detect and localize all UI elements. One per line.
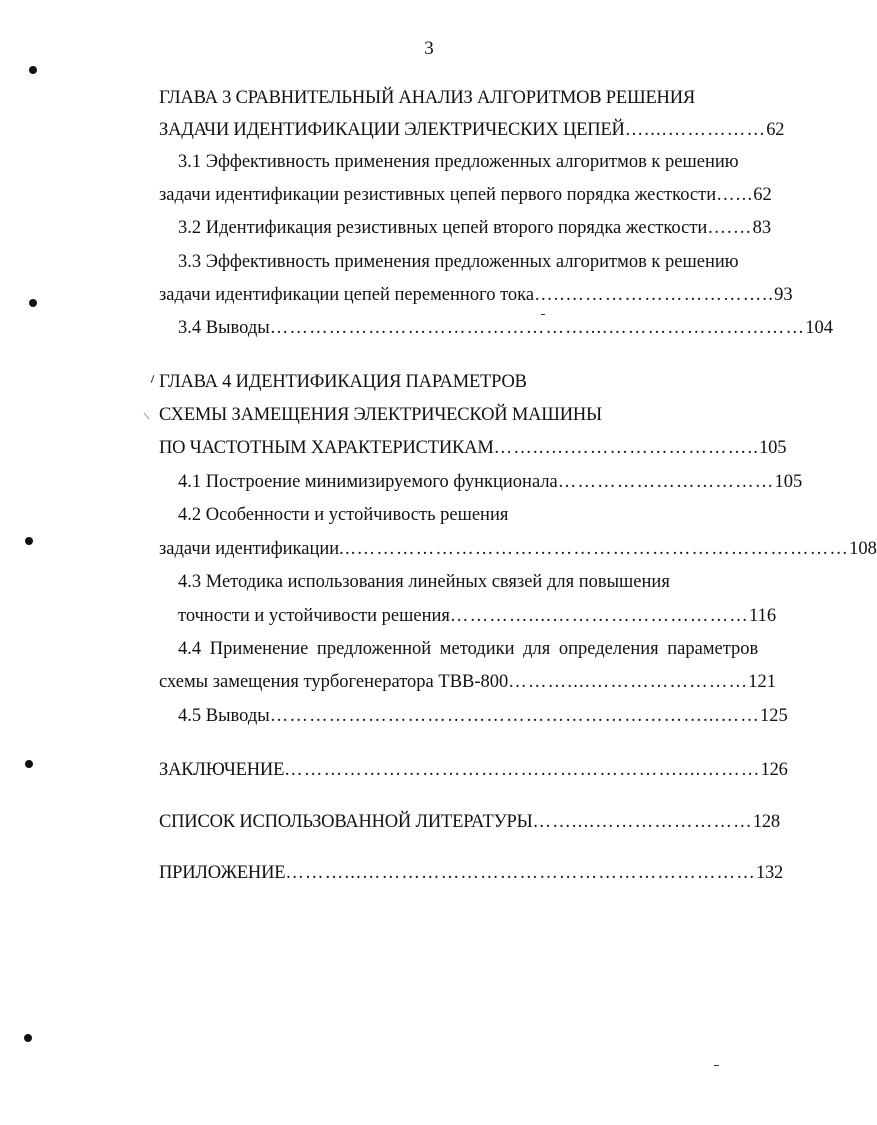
toc-entry-title: 4.3 Методика использования линейных связей для повышения (178, 572, 670, 592)
toc-entry-title: задачи идентификации (159, 539, 340, 559)
toc-entry-references[interactable] (159, 810, 780, 834)
toc-entry-title: задачи идентификации цепей переменного тока (159, 285, 535, 305)
toc-entry-title: точности и устойчивости решения (178, 606, 450, 626)
scan-speck (151, 375, 155, 383)
toc-entry-section-4-4-line2[interactable] (159, 670, 777, 694)
toc-leader-dots: ………....…………………………………………………… (284, 760, 761, 780)
toc-entry-section-3-4[interactable] (178, 316, 833, 340)
toc-page-number: 62 (766, 120, 785, 140)
toc-leader-dots: ….… (707, 218, 753, 238)
toc-leader-dots: ...… (716, 185, 754, 205)
toc-entry-chapter-3-line2[interactable] (159, 118, 785, 142)
scan-speck (714, 1065, 719, 1066)
toc-entry-title: 4.2 Особенности и устойчивость решения (178, 505, 509, 525)
toc-page-number: 105 (774, 472, 803, 492)
toc-leader-dots: ……………………....……… (508, 672, 749, 692)
toc-leader-dots: ……………....… (624, 120, 767, 140)
toc-entry-chapter-3-line1[interactable] (159, 86, 768, 110)
toc-leader-dots: ..…………………………..… (534, 285, 775, 305)
toc-entry-title: СХЕМЫ ЗАМЕЩЕНИЯ ЭЛЕКТРИЧЕСКОЙ МАШИНЫ (159, 405, 602, 425)
binder-hole-mark (25, 537, 33, 545)
toc-leader-dots: …………………………………………………………………... (339, 539, 850, 559)
toc-page-number: 128 (752, 812, 780, 832)
scan-speck (541, 314, 545, 315)
toc-entry-section-4-5[interactable] (178, 704, 788, 728)
toc-entry-title: ЗАКЛЮЧЕНИЕ (159, 760, 285, 780)
toc-entry-title: задачи идентификации резистивных цепей первого порядка жесткости (159, 185, 717, 205)
toc-leader-dots: ……………………………………………………...……… (285, 863, 756, 883)
toc-leader-dots: ..……………………….…..…… (493, 438, 760, 458)
toc-entry-section-3-3-line1[interactable] (178, 250, 768, 274)
toc-entry-title: ПРИЛОЖЕНИЕ (159, 863, 286, 883)
binder-hole-mark (29, 66, 37, 74)
toc-entry-section-4-2-line1[interactable] (178, 503, 768, 527)
toc-page-number: 105 (759, 438, 787, 458)
toc-leader-dots: …………………………....………… (449, 606, 750, 626)
scan-speck (144, 413, 150, 420)
toc-entry-title: СПИСОК ИСПОЛЬЗОВАННОЙ ЛИТЕРАТУРЫ (159, 812, 533, 832)
toc-entry-title: ЗАДАЧИ ИДЕНТИФИКАЦИИ ЭЛЕКТРИЧЕСКИХ ЦЕПЕЙ (159, 120, 625, 140)
toc-page-number: 62 (753, 185, 772, 205)
toc-entry-chapter-4-line1[interactable] (159, 370, 768, 394)
toc-leader-dots: ……...………………………………………………………… (269, 706, 760, 726)
toc-entry-section-3-3-line2[interactable] (159, 283, 793, 307)
toc-entry-chapter-4-line2[interactable] (159, 403, 768, 427)
toc-leader-dots: …………………………....………………………………………… (269, 318, 806, 338)
toc-entry-title: ГЛАВА 4 ИДЕНТИФИКАЦИЯ ПАРАМЕТРОВ (159, 372, 527, 392)
toc-entry-chapter-4-line3[interactable] (159, 436, 787, 460)
toc-entry-title: 4.4 Применение предложенной методики для определения параметров (178, 639, 759, 659)
toc-leader-dots: ……………………....…… (532, 812, 753, 832)
toc-page-number: 93 (774, 285, 793, 305)
toc-entry-title: 3.4 Выводы (178, 318, 270, 338)
page-number: 3 (424, 38, 434, 59)
toc-entry-title: 3.1 Эффективность применения предложенных алгоритмов к решению (178, 152, 739, 172)
toc-page-number: 132 (755, 863, 784, 883)
toc-entry-section-3-2[interactable] (178, 216, 772, 240)
toc-page-number: 83 (752, 218, 772, 238)
toc-page-number: 104 (805, 318, 833, 338)
toc-entry-section-4-4-line1[interactable] (178, 637, 768, 661)
toc-page-number: 116 (749, 606, 777, 626)
toc-entry-section-4-1[interactable] (178, 470, 803, 494)
toc-entry-section-4-3-line1[interactable] (178, 570, 768, 594)
toc-entry-appendix[interactable] (159, 861, 784, 885)
toc-entry-title: 3.3 Эффективность применения предложенных алгоритмов к решению (178, 252, 739, 272)
toc-page-number: 126 (760, 760, 788, 780)
binder-hole-mark (24, 1034, 32, 1042)
binder-hole-mark (29, 299, 37, 307)
toc-entry-conclusion[interactable] (159, 758, 788, 782)
toc-entry-title: схемы замещения турбогенератора ТВВ-800 (159, 672, 509, 692)
toc-page-number: 108 (849, 539, 877, 559)
toc-entry-title: 3.2 Идентификация резистивных цепей второго порядка жесткости (178, 218, 708, 238)
toc-entry-section-4-3-line2[interactable] (178, 604, 777, 628)
toc-entry-title: ГЛАВА 3 СРАВНИТЕЛЬНЫЙ АНАЛИЗ АЛГОРИТМОВ РЕШЕНИЯ (159, 88, 696, 108)
toc-entry-section-3-1-line1[interactable] (178, 150, 768, 174)
toc-page-number: 125 (759, 706, 788, 726)
toc-entry-title: 4.1 Построение минимизируемого функционала (178, 472, 558, 492)
toc-entry-title: ПО ЧАСТОТНЫМ ХАРАКТЕРИСТИКАМ (159, 438, 494, 458)
toc-entry-section-3-1-line2[interactable] (159, 183, 772, 207)
toc-entry-section-4-2-line2[interactable] (159, 537, 877, 561)
toc-leader-dots: …………………………… (557, 472, 775, 492)
toc-page-number: 121 (748, 672, 777, 692)
binder-hole-mark (25, 760, 33, 768)
toc-entry-title: 4.5 Выводы (178, 706, 270, 726)
